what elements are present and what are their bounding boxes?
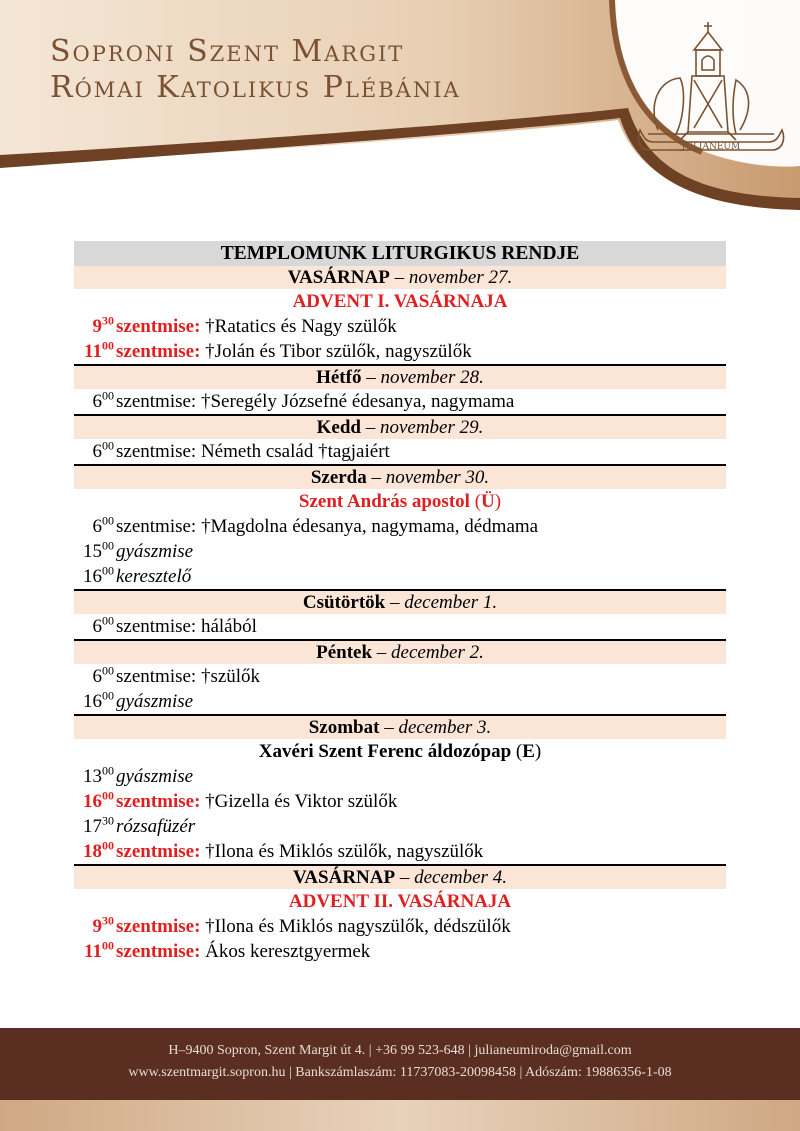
mass-type: gyászmise	[116, 691, 194, 712]
feast-rank: (Ü)	[469, 491, 502, 512]
bottom-decorative-bar	[0, 1100, 800, 1131]
mass-time	[74, 439, 116, 464]
day-separator: –	[366, 467, 386, 488]
mass-type: szentmise:	[116, 841, 201, 862]
mass-row	[74, 939, 726, 964]
day-header	[74, 266, 726, 289]
day-name: Péntek	[316, 642, 373, 663]
mass-type: szentmise:	[116, 666, 197, 687]
day-date: december 3.	[398, 717, 492, 738]
day-header	[74, 714, 726, 739]
mass-time	[74, 789, 116, 814]
time-hour: 15	[83, 541, 102, 562]
time-minute: 00	[102, 688, 114, 703]
mass-time	[74, 814, 116, 839]
day-date: december 4.	[414, 867, 507, 888]
mass-row	[74, 389, 726, 414]
time-hour: 9	[92, 916, 102, 937]
mass-intention: †Ilona és Miklós szülők, nagyszülők	[205, 841, 484, 862]
mass-time	[74, 314, 116, 339]
time-hour: 11	[84, 341, 102, 362]
day-separator: –	[389, 267, 409, 288]
mass-type: szentmise:	[116, 341, 201, 362]
day-separator: –	[360, 417, 380, 438]
feast-name: ADVENT II. VASÁRNAJA	[288, 891, 512, 912]
day-header	[74, 464, 726, 489]
feast-name: ADVENT I. VASÁRNAJA	[292, 291, 508, 312]
mass-intention: †Jolán és Tibor szülők, nagyszülők	[205, 341, 472, 362]
mass-time	[74, 839, 116, 864]
day-name: Szerda	[310, 467, 367, 488]
mass-time	[74, 564, 116, 589]
mass-row	[74, 689, 726, 714]
mass-time	[74, 939, 116, 964]
schedule-days	[74, 266, 726, 964]
time-hour: 6	[92, 516, 102, 537]
mass-intention: †Ilona és Miklós nagyszülők, dédszülők	[205, 916, 511, 937]
mass-type: szentmise:	[116, 616, 197, 637]
day-separator: –	[379, 717, 399, 738]
feast-title	[74, 289, 726, 314]
time-hour: 11	[84, 941, 102, 962]
mass-row	[74, 564, 726, 589]
day-separator: –	[372, 642, 392, 663]
day-date: november 28.	[380, 367, 484, 388]
time-minute: 00	[102, 938, 114, 953]
mass-type: rózsafüzér	[116, 816, 196, 837]
mass-row	[74, 339, 726, 364]
logo-banner-text: JULIANEUM	[681, 142, 741, 152]
time-minute: 00	[102, 663, 114, 678]
mass-time	[74, 764, 116, 789]
time-minute: 30	[102, 813, 114, 828]
time-hour: 6	[92, 391, 102, 412]
footer-bank-line: www.szentmargit.sopron.hu | Bankszámlaszám: 11737083-20098458 | Adószám: 19886356-1-08	[128, 1065, 672, 1080]
mass-row	[74, 764, 726, 789]
mass-row	[74, 539, 726, 564]
mass-time	[74, 389, 116, 414]
feast-name: Szent András apostol	[298, 491, 470, 512]
mass-intention: †szülők	[200, 666, 261, 687]
mass-row	[74, 514, 726, 539]
time-minute: 00	[102, 563, 114, 578]
feast-rank: (E)	[511, 741, 542, 762]
mass-row	[74, 314, 726, 339]
schedule-heading: TEMPLOMUNK LITURGIKUS RENDJE	[74, 241, 726, 266]
mass-intention: Ákos keresztgyermek	[205, 941, 371, 962]
day-date: december 2.	[391, 642, 484, 663]
day-separator: –	[385, 592, 405, 613]
mass-type: szentmise:	[116, 391, 197, 412]
time-hour: 9	[92, 316, 102, 337]
day-name: Kedd	[316, 417, 361, 438]
footer	[0, 1028, 800, 1100]
mass-row	[74, 814, 726, 839]
day-header	[74, 864, 726, 889]
mass-intention: Németh család †tagjaiért	[200, 441, 390, 462]
mass-intention: hálából	[200, 616, 257, 637]
feast-title	[74, 889, 726, 914]
time-minute: 00	[102, 438, 114, 453]
bell-tower-logo	[628, 10, 794, 170]
liturgical-schedule	[74, 241, 726, 964]
mass-row	[74, 439, 726, 464]
day-header	[74, 414, 726, 439]
day-date: december 1.	[404, 592, 498, 613]
feast-name: Xavéri Szent Ferenc áldozópap	[258, 741, 512, 762]
time-hour: 6	[92, 616, 102, 637]
time-minute: 30	[102, 313, 114, 328]
day-date: november 27.	[408, 267, 513, 288]
time-minute: 00	[102, 388, 114, 403]
day-separator: –	[395, 867, 415, 888]
day-name: VASÁRNAP	[287, 267, 390, 288]
mass-type: keresztelő	[116, 566, 192, 587]
day-header	[74, 589, 726, 614]
day-date: november 29.	[379, 417, 484, 438]
time-minute: 00	[102, 838, 114, 853]
footer-contact-line: H–9400 Sopron, Szent Margit út 4. | +36 99 523-648 | julianeumiroda@gmail.com	[168, 1043, 632, 1058]
mass-time	[74, 339, 116, 364]
mass-row	[74, 614, 726, 639]
time-hour: 6	[92, 666, 102, 687]
mass-time	[74, 914, 116, 939]
time-hour: 6	[92, 441, 102, 462]
time-hour: 16	[83, 566, 102, 587]
day-name: Hétfő	[316, 367, 362, 388]
mass-intention: †Gizella és Viktor szülők	[205, 791, 398, 812]
feast-title	[74, 489, 726, 514]
mass-type: gyászmise	[116, 541, 194, 562]
mass-row	[74, 839, 726, 864]
mass-type: szentmise:	[116, 441, 197, 462]
day-header	[74, 639, 726, 664]
day-date: november 30.	[385, 467, 490, 488]
mass-intention: †Seregély Józsefné édesanya, nagymama	[200, 391, 515, 412]
parish-title-line1: Soproni Szent Margit	[50, 34, 405, 69]
mass-row	[74, 664, 726, 689]
time-minute: 00	[102, 338, 114, 353]
mass-intention: †Magdolna édesanya, nagymama, dédmama	[200, 516, 539, 537]
day-name: Szombat	[308, 717, 380, 738]
mass-time	[74, 689, 116, 714]
mass-type: szentmise:	[116, 516, 197, 537]
day-separator: –	[361, 367, 381, 388]
mass-intention: †Ratatics és Nagy szülők	[205, 316, 397, 337]
mass-type: szentmise:	[116, 916, 201, 937]
mass-time	[74, 614, 116, 639]
time-hour: 16	[83, 791, 102, 812]
feast-rank-code: E	[522, 741, 535, 762]
feast-rank-code: Ü	[481, 491, 495, 512]
mass-type: szentmise:	[116, 316, 201, 337]
mass-time	[74, 514, 116, 539]
time-minute: 00	[102, 538, 114, 553]
mass-time	[74, 664, 116, 689]
feast-title	[74, 739, 726, 764]
time-minute: 00	[102, 613, 114, 628]
mass-row	[74, 789, 726, 814]
time-minute: 00	[102, 513, 114, 528]
parish-title-line2: Római Katolikus Plébánia	[50, 70, 461, 105]
mass-type: szentmise:	[116, 791, 201, 812]
mass-time	[74, 539, 116, 564]
day-name: VASÁRNAP	[293, 867, 396, 888]
time-hour: 17	[83, 816, 102, 837]
mass-type: gyászmise	[116, 766, 194, 787]
time-hour: 13	[83, 766, 102, 787]
day-name: Csütörtök	[302, 592, 386, 613]
time-hour: 18	[83, 841, 102, 862]
day-header	[74, 364, 726, 389]
time-minute: 30	[102, 913, 114, 928]
mass-type: szentmise:	[116, 941, 201, 962]
mass-row	[74, 914, 726, 939]
time-minute: 00	[102, 788, 114, 803]
time-hour: 16	[83, 691, 102, 712]
time-minute: 00	[102, 763, 114, 778]
